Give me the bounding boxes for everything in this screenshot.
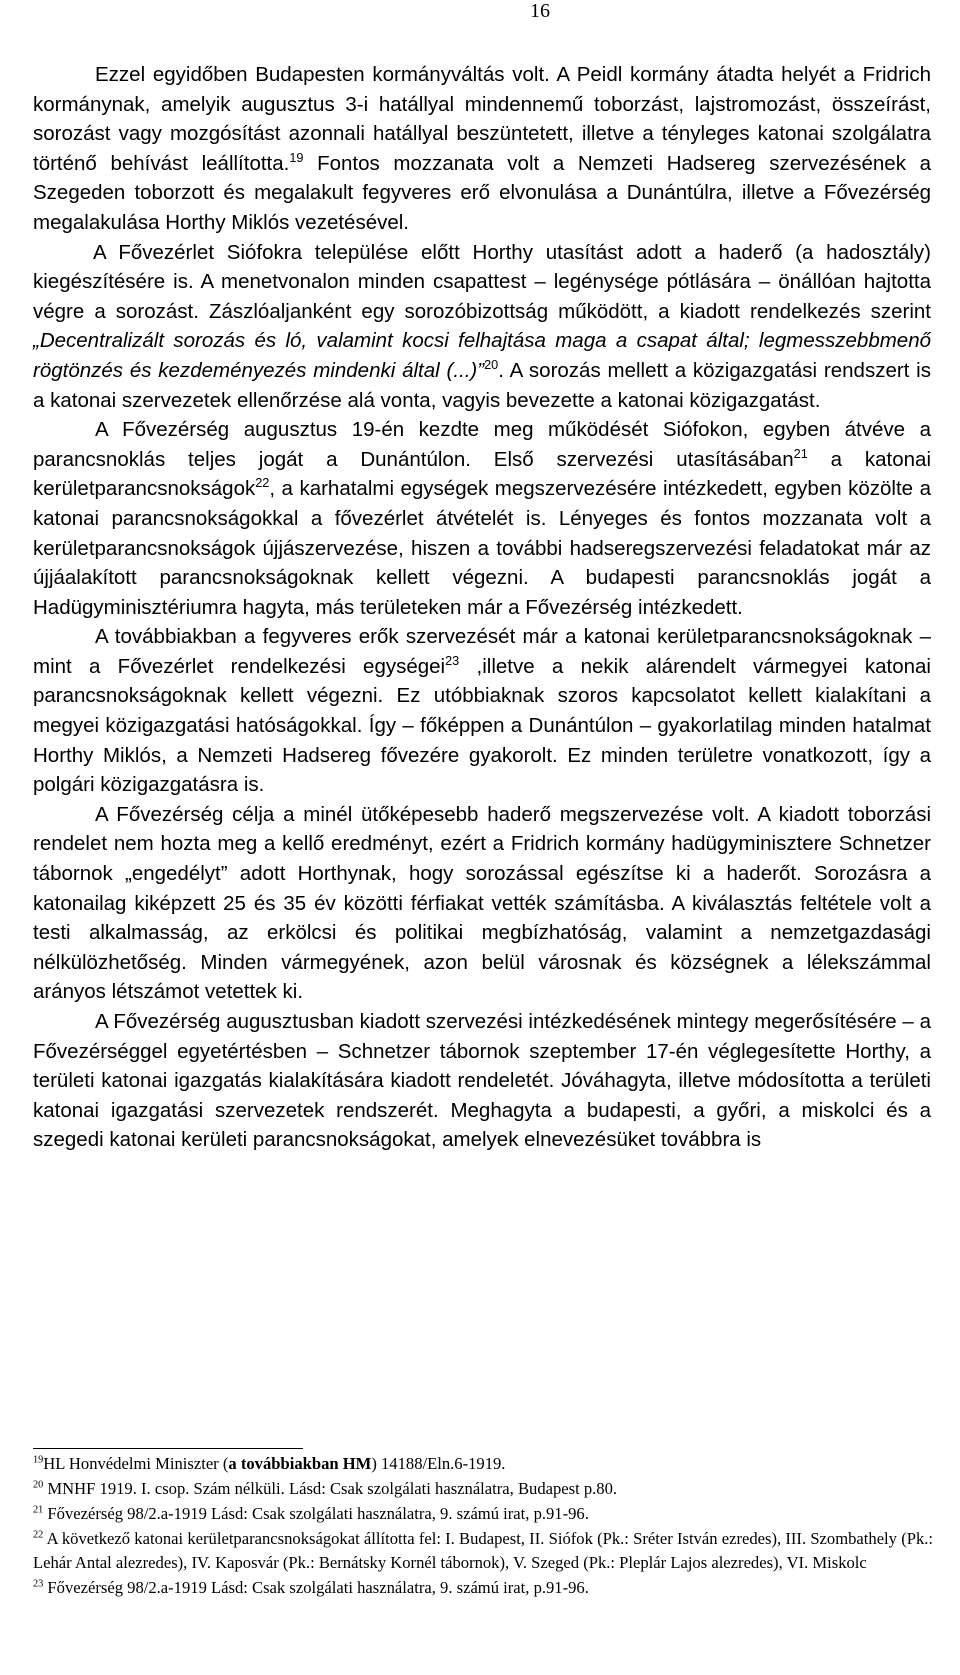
footnote-ref-19[interactable]: 19: [289, 149, 304, 165]
paragraph-text: Ezzel egyidőben Budapesten kormányváltás volt. A Peidl kormány átadta helyét a Fridrich kormánynak, amelyik augusztus 3-i hatállyal mindennemű toborzást, lajstromozást, összeírást, sorozást vagy mozgósítást azonnali hatállyal beszüntetett, illetve a tényleges katonai szolgálatra történő behívást leállította.: [33, 63, 931, 175]
paragraph-text: , a karhatalmi egységek megszervezésére intézkedett, egyben közölte a katonai parancsnokságokkal a fővezérlet átvételét is. Lényeges és fontos mozzanata volt a kerületparancsnokságok újjászervezése, hiszen a további hadseregszervezési feladatokat már az újjáalakított parancsnokságoknak kellett végezni. A budapesti parancsnoklás jogát a Hadügyminisztériumra hagyta, más területeken már a Fővezérség intézkedett.: [33, 477, 931, 619]
footnote-mark: 22: [33, 1529, 44, 1541]
footnote-separator: [33, 1448, 303, 1449]
footnote-text: MNHF 1919. I. csop. Szám nélküli. Lásd: Csak szolgálati használatra, Budapest p.80.: [43, 1479, 618, 1498]
footnote-text: Fővezérség 98/2.a-1919 Lásd: Csak szolgálati használatra, 9. számú irat, p.91-96.: [43, 1504, 589, 1523]
footnote-mark: 20: [33, 1479, 44, 1491]
quote-text: „Decentralizált sorozás és ló, valamint kocsi felhajtása maga a csapat által; legmesszebbmenő rögtönzés és kezdeményezés mindenki által (...)”: [33, 329, 931, 382]
paragraph-text: A továbbiakban a fegyveres erők szervezését már a katonai kerületparancsnokságoknak – mint a Fővezérlet rendelkezési egységei: [33, 625, 931, 678]
paragraph-6: A Fővezérség augusztusban kiadott szervezési intézkedésének mintegy megerősítésére – a Fővezérséggel egyetértésben – Schnetzer tábornok szeptember 17-én véglegesítette Horthy, a területi katonai igazgatás kialakítására kiadott rendeletét. Jóváhagyta, illetve módosította a területi katonai igazgatási szervezetek rendszerét. Meghagyta a budapesti, a győri, a miskolci és a szegedi katonai kerületi parancsnokságokat, amelyek elnevezésüket továbbra is: [33, 1010, 931, 1152]
paragraph-text: a katonai kerületparancsnokságok: [33, 447, 931, 501]
footnote-ref-22[interactable]: 22: [255, 475, 270, 491]
footnote-23: [33, 1576, 933, 1600]
footnote-bold-text: a továbbiakban HM: [228, 1454, 372, 1473]
footnote-text: HL Honvédelmi Miniszter (: [43, 1454, 229, 1473]
footnote-text: A következő katonai kerületparancsnokságokat állította fel: I. Budapest, II. Siófok (Pk.: Sréter István ezredes), III. Szombathely (Pk.: Lehár Antal alezredes), IV. Kaposvár (Pk.: Bernátsky Kornél tábornok), V. Szeged (Pk.: Pleplár Lajos alezredes), VI. Miskolc: [33, 1529, 933, 1572]
page-number: 16: [530, 0, 550, 22]
paragraph-5: A Fővezérség célja a minél ütőképesebb haderő megszervezése volt. A kiadott toborzási rendelet nem hozta meg a kellő eredményt, ezért a Fridrich kormány hadügyminisztere Schnetzer tábornok „engedélyt” adott Horthynak, hogy sorozással egészítse ki a haderőt. Sorozásra a katonailag kiképzett 25 és 35 év közötti férfiakat vették számításba. A kiválasztás feltétele volt a testi alkalmasság, az erkölcsi és politikai megbízhatóság, valamint a nemzetgazdasági nélkülözhetőség. Minden vármegyének, azon belül városnak és községnek a lélekszámmal arányos létszámot vetettek ki.: [33, 802, 931, 1004]
paragraph-text: A Fővezérség augusztus 19-én kezdte meg működését Siófokon, egyben átvéve a parancsnoklás teljes jogát a Dunántúlon. Első szervezési utasításában: [33, 418, 931, 471]
paragraph-text: Fontos mozzanata volt a Nemzeti Hadsereg szervezésének a Szegeden toborzott és megalakult fegyveres erő elvonulása a Dunántúlra, illetve a Fővezérség megalakulása Horthy Miklós vezetésével.: [33, 151, 931, 234]
footnote-22: [33, 1527, 933, 1575]
footnote-mark: 19: [33, 1454, 44, 1466]
footnote-20: [33, 1477, 933, 1501]
paragraph-text: . A sorozás mellett a közigazgatási rendszert is a katonai szervezetek ellenőrzése alá vonta, vagyis bevezette a katonai közigazgatást.: [33, 358, 931, 412]
footnote-mark: 23: [33, 1578, 44, 1590]
footnote-ref-20[interactable]: 20: [484, 357, 499, 373]
footnote-ref-21[interactable]: 21: [793, 445, 808, 461]
paragraph-1: [33, 60, 931, 238]
footnote-text: ) 14188/Eln.6-1919.: [371, 1454, 506, 1473]
paragraph-4: [33, 622, 931, 800]
footnote-19: [33, 1452, 933, 1476]
paragraph-3: [33, 415, 931, 622]
paragraph-2: [33, 238, 931, 416]
paragraph-text: A Fővezérlet Siófokra települése előtt Horthy utasítást adott a haderő (a hadosztály) kiegészítésére is. A menetvonalon minden csapattest – legénysége pótlására – önállóan hajtotta végre a sorozást. Zászlóaljanként egy sorozóbizottság működött, a kiadott rendelkezés szerint: [33, 240, 931, 323]
footnote-21: [33, 1502, 933, 1526]
footnotes: [33, 1452, 933, 1601]
footnote-text: Fővezérség 98/2.a-1919 Lásd: Csak szolgálati használatra, 9. számú irat, p.91-96.: [43, 1578, 589, 1597]
footnote-ref-23[interactable]: 23: [445, 653, 460, 669]
footnote-mark: 21: [33, 1504, 44, 1516]
paragraph-text: ,illetve a nekik alárendelt vármegyei katonai parancsnokságoknak kellett végezni. Ez utóbbiaknak szoros kapcsolatot kellett kialakítani a megyei közigazgatási hatóságokkal. Így – főképpen a Dunántúlon – gyakorlatilag minden hatalmat Horthy Miklós, a Nemzeti Hadsereg fővezére gyakorolt. Ez minden területre vonatkozott, így a polgári közigazgatásra is.: [33, 654, 931, 797]
body-text: [33, 60, 931, 1155]
